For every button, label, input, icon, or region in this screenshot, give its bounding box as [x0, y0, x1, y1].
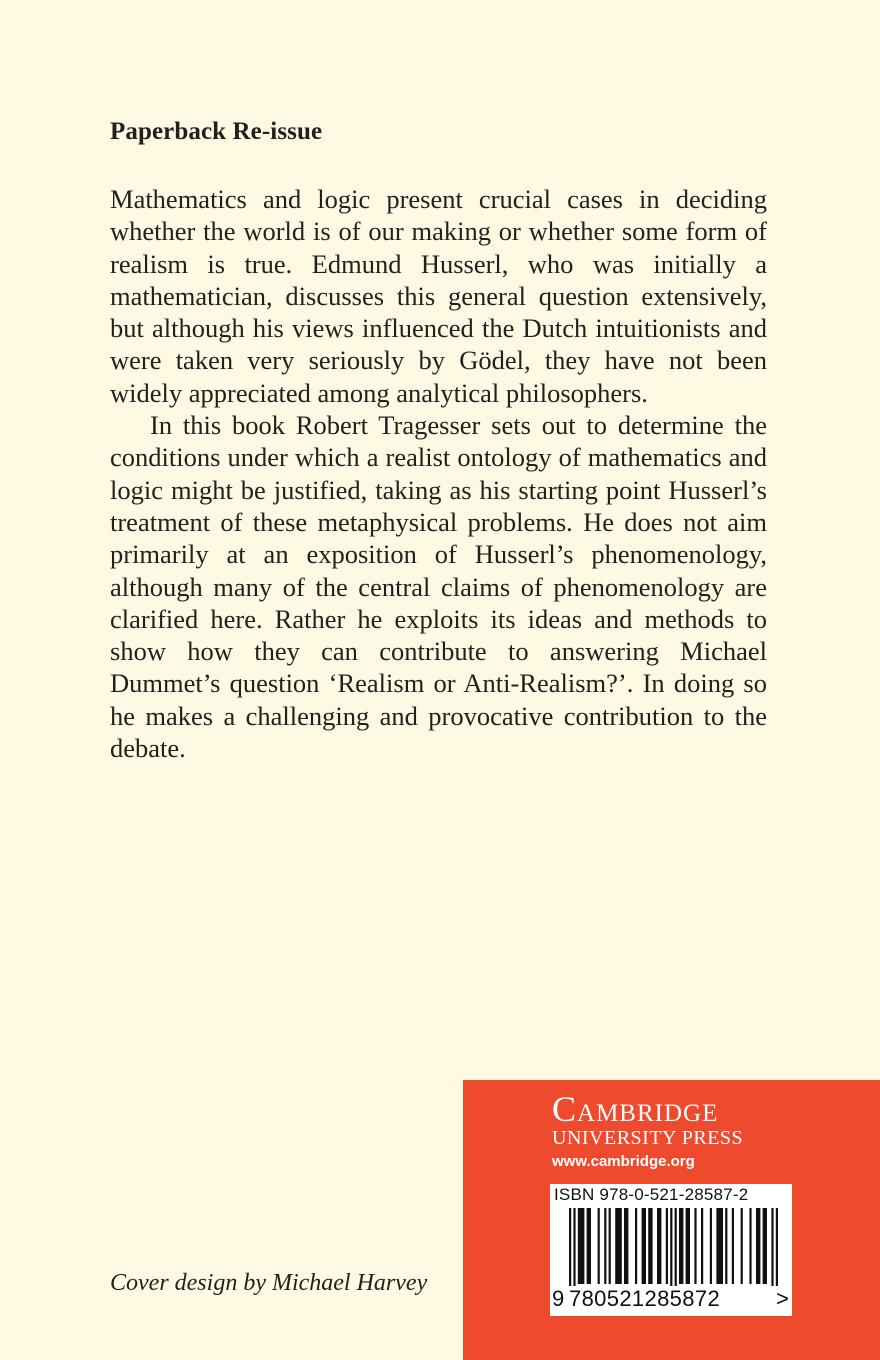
- barcode-bar: [624, 1208, 628, 1284]
- barcode-bar: [725, 1208, 727, 1284]
- barcode-arrow: >: [776, 1286, 789, 1311]
- barcode-first-digit: 9: [552, 1286, 565, 1311]
- barcode-bar: [741, 1208, 743, 1284]
- barcode-bar: [615, 1208, 622, 1284]
- barcode-bar: [763, 1208, 767, 1284]
- barcode-bar: [573, 1208, 575, 1286]
- barcode-bar: [679, 1208, 683, 1284]
- publisher-box: [463, 1080, 880, 1360]
- barcode-bar: [657, 1208, 661, 1284]
- barcode-bar: [670, 1208, 672, 1286]
- barcode-bar: [675, 1208, 677, 1286]
- barcode-bar: [756, 1208, 760, 1284]
- barcode-bar: [716, 1208, 723, 1284]
- barcode-bar: [598, 1208, 600, 1284]
- barcode-bar: [710, 1208, 712, 1284]
- barcode-bar: [569, 1208, 571, 1286]
- barcode-bar: [587, 1208, 591, 1284]
- publisher-name: Cambridge: [552, 1089, 719, 1129]
- cover-credit: Cover design by Michael Harvey: [110, 1270, 428, 1296]
- heading: Paperback Re-issue: [110, 118, 323, 145]
- barcode-box: [550, 1184, 792, 1316]
- barcode-bar: [732, 1208, 734, 1284]
- barcode-bar: [604, 1208, 606, 1284]
- publisher-subtitle: UNIVERSITY PRESS: [552, 1127, 744, 1149]
- publisher-url: www.cambridge.org: [552, 1153, 695, 1170]
- barcode-bar: [776, 1208, 778, 1286]
- barcode-bar: [749, 1208, 751, 1284]
- barcode-bar: [578, 1208, 585, 1284]
- isbn-label: ISBN 978-0-521-28587-2: [554, 1185, 749, 1204]
- barcode-bar: [694, 1208, 696, 1284]
- barcode-bar: [666, 1208, 668, 1284]
- barcode-bar: [701, 1208, 703, 1284]
- barcode-bar: [648, 1208, 652, 1284]
- barcode-bar: [686, 1208, 690, 1284]
- barcode-bar: [635, 1208, 637, 1284]
- barcode-image: [550, 1208, 792, 1286]
- barcode-bar: [771, 1208, 773, 1286]
- barcode-bar: [609, 1208, 611, 1284]
- blurb: [110, 183, 767, 764]
- blurb-paragraph-2: In this book Robert Tragesser sets out to determine the conditions under which a realist ontology of mathematics and logic might be justified, taking as his starting point Husserl’s treatment of these metaphysical problems. He does not aim primarily at an exposition of Husserl’s phenomenology, although many of the central claims of phenomenology are clarified here. Rather he exploits its ideas and methods to show how they can contribute to answering Michael Dummet’s question ‘Realism or Anti-Realism?’. In doing so he makes a challenging and provocative contribution to the debate.: [110, 410, 767, 764]
- barcode-digit-string: 780521285872: [569, 1286, 721, 1311]
- barcode-bar: [642, 1208, 646, 1284]
- blurb-paragraph-1: Mathematics and logic present crucial cases in deciding whether the world is of our making or whether some form of realism is true. Edmund Husserl, who was initially a mathematician, discusses this general question extensively, but although his views influenced the Dutch intuitionists and were taken very seriously by Gödel, they have not been widely appreciated among analytical philosophers.: [110, 184, 767, 408]
